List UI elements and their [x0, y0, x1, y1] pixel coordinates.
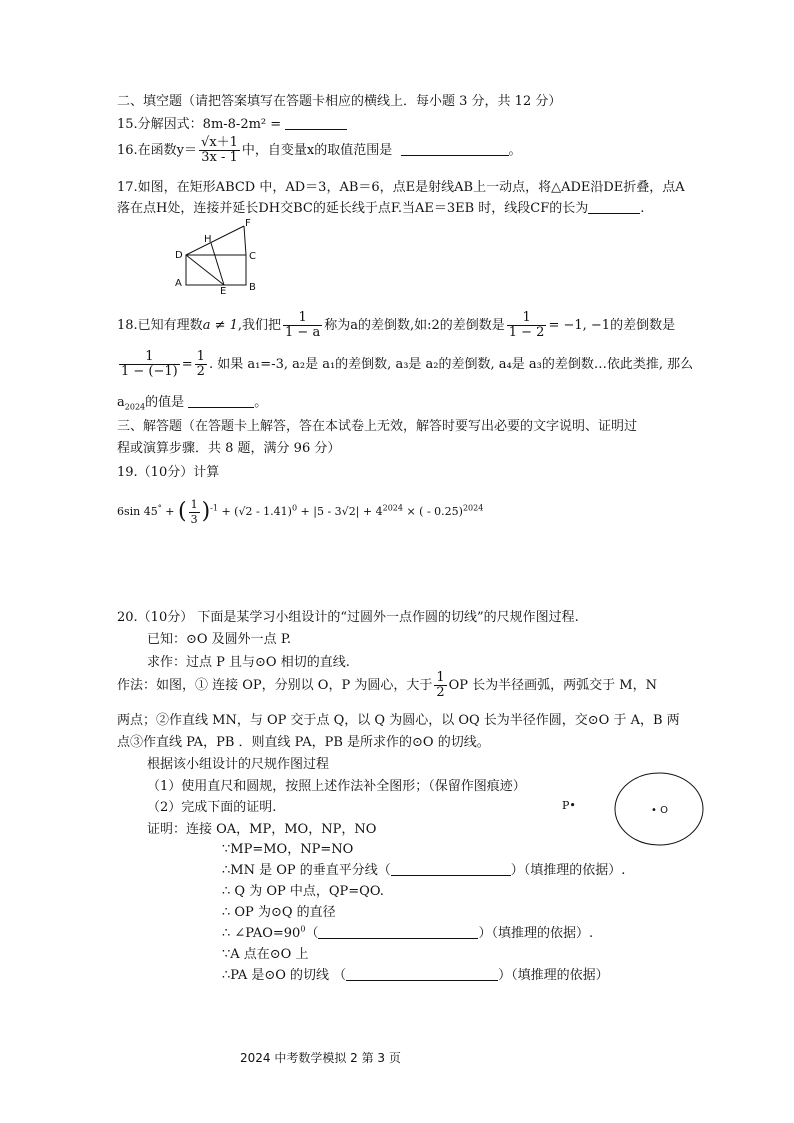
q19-title: 19.（10分）计算 — [117, 465, 220, 480]
section2-heading: 二、填空题（请把答案填写在答题卡相应的横线上．每小题 3 分，共 12 分） — [117, 94, 562, 109]
q20-proof-p7 — [222, 967, 609, 985]
q17-line2-text: 落在点H处，连接并延长DH交BC的延长线于点F.当AE＝3EB 时，线段CF的长为 — [117, 201, 589, 216]
q20-proof-p2 — [222, 862, 625, 880]
q19-exponent-2024b: 2024 — [462, 503, 484, 513]
q17-line2 — [117, 200, 644, 218]
q20-method-a: 作法：如图，① 连接 OP，分别以 O，P 为圆心，大于 — [117, 678, 433, 693]
line-df — [186, 226, 244, 255]
q20-half-fraction — [434, 671, 446, 700]
question-15 — [117, 116, 347, 134]
q16-end: 。 — [508, 143, 522, 158]
section3-line2: 程或演算步骤．共 8 题，满分 96 分） — [117, 441, 341, 456]
q20-p5-c: ）（填推理的依据）. — [478, 926, 594, 941]
q17-rectangle-figure — [166, 218, 266, 294]
q20-p5-a: ∴ ∠PAO=90 — [222, 926, 301, 941]
q18-text-b: ,我们把 — [237, 318, 282, 333]
q18-fraction-4 — [195, 350, 207, 379]
q18-line2-text: . 如果 a₁=-3, a₂是 a₁的差倒数, a₃是 a₂的差倒数, a₄是 a₃的差倒数…依此类推, 那么 — [208, 357, 694, 372]
q20-part1: （1）使用直尺和圆规，按照上述作法补全图形；（保留作图痕迹） — [147, 779, 526, 794]
q18-text-c: 称为a的差倒数,如:2的差倒数是 — [324, 318, 505, 333]
q20-given: 已知：⊙O 及圆外一点 P. — [147, 632, 292, 647]
circle-O-figure — [613, 770, 705, 848]
q16-denominator: 3x - 1 — [201, 150, 238, 165]
q18-f2-den: 1 − 2 — [508, 325, 545, 340]
q20-p5-answer-blank[interactable] — [318, 925, 478, 939]
q19-product-term: × ( - 0.25) — [402, 505, 463, 518]
q19-exponent-neg1: -1 — [210, 503, 218, 513]
page-footer: 2024 中考数学模拟 2 第 3 页 — [240, 1051, 401, 1065]
point-O-label: • O — [651, 805, 668, 816]
q20-find: 求作：过点 P 且与⊙O 相切的直线. — [147, 655, 350, 670]
q18-answer-blank[interactable] — [188, 394, 254, 408]
q19-fraction — [189, 498, 200, 527]
q20-proof-p6: ∵A 点在⊙O 上 — [222, 947, 309, 962]
q20-method-line1 — [117, 671, 657, 701]
q18-condition: a ≠ 1 — [202, 318, 238, 333]
q15-answer-blank[interactable] — [285, 116, 347, 130]
q16-prefix: 16.在函数y＝ — [117, 143, 198, 158]
q20-part2: （2）完成下面的证明. — [147, 800, 277, 815]
q16-suffix: 中，自变量x的取值范围是 — [241, 143, 393, 158]
q20-method-line3: 点③作直线 PA，PB ．则直线 PA，PB 是所求作的⊙O 的切线。 — [117, 735, 490, 750]
q20-proof-p3: ∴ Q 为 OP 中点，QP=QO. — [222, 884, 384, 899]
line-he — [211, 243, 224, 285]
label-B: B — [249, 282, 256, 293]
q17-line2-end: . — [640, 201, 645, 216]
q16-answer-blank[interactable] — [401, 142, 509, 156]
q19-expression: 6sin 45° + ( $\frac{1}{3}$ )$^{-1} + (√2 - 1.41)^0 + |5 - 3√2| + 4^{2024}$ × ( - 0.25)$^{2024}$ — [117, 497, 484, 526]
label-H: H — [204, 234, 212, 245]
q18-line2 — [117, 349, 693, 381]
q19-sin-term: 6sin 45 — [117, 505, 158, 518]
q18-text-d: = −1, −1的差倒数是 — [548, 318, 676, 333]
q19-f-den: 3 — [190, 512, 198, 526]
q18-a-subscript: 2024 — [124, 402, 146, 412]
point-P-label: P• — [562, 799, 576, 812]
q18-f4-den: 2 — [196, 364, 205, 379]
q18-f1-den: 1 − a — [285, 325, 321, 340]
q20-m-num: 1 — [436, 670, 445, 685]
q18-equals: = — [181, 357, 193, 372]
q20-proof-p5 — [222, 925, 593, 943]
q18-f4-num: 1 — [196, 349, 205, 364]
q18-line1 — [117, 310, 675, 342]
q18-line3-end: 。 — [254, 395, 268, 410]
q18-line3-text: 的值是 — [145, 395, 185, 410]
q18-f2-num: 1 — [507, 311, 547, 326]
q20-according: 根据该小组设计的尺规作图过程 — [147, 757, 330, 772]
q20-proof-p4: ∴ OP 为⊙Q 的直径 — [222, 905, 336, 920]
q20-m-den: 2 — [436, 685, 445, 700]
q18-line3 — [117, 394, 267, 412]
section3-line1: 三、解答题（在答题卡上解答，答在本试卷上无效，解答时要写出必要的文字说明、证明过 — [117, 419, 638, 434]
q18-a: a — [117, 395, 125, 410]
label-E: E — [220, 286, 227, 294]
q19-degree: ° — [157, 503, 162, 513]
q18-f3-den: 1 − (−1) — [121, 364, 178, 379]
q20-p2-answer-blank[interactable] — [391, 862, 511, 876]
q20-p5-b: （ — [305, 926, 319, 941]
q16-numerator: √x＋1 — [201, 135, 238, 150]
question-16 — [117, 136, 522, 166]
q20-p7-b: ）（填推理的依据） — [498, 968, 609, 983]
q20-title: 20.（10分） 下面是某学习小组设计的“过圆外一点作圆的切线”的尺规作图过程. — [117, 610, 579, 625]
q20-method-line2: 两点；②作直线 MN，与 OP 交于点 Q，以 Q 为圆心，以 OQ 长为半径作圆，交⊙O 于 A，B 两 — [117, 713, 680, 728]
q16-fraction — [199, 136, 240, 165]
q19-abs-term: + |5 - 3√2| + 4 — [297, 505, 383, 518]
line-cf — [244, 226, 246, 255]
q19-f-num: 1 — [190, 497, 198, 511]
q18-fraction-3 — [119, 350, 180, 379]
label-A: A — [175, 278, 182, 289]
q19-exponent-2024a: 2024 — [382, 503, 403, 513]
q20-proof-p1: ∵MP=MO，NP=NO — [222, 842, 354, 857]
q18-text-a: 18.已知有理数 — [117, 318, 203, 333]
q18-f3-num: 1 — [119, 350, 180, 365]
line-de — [186, 255, 224, 285]
label-F: F — [245, 218, 251, 229]
q18-fraction-1 — [283, 311, 322, 340]
q20-p7-a: ∴PA 是⊙O 的切线 （ — [222, 968, 347, 983]
q18-f1-num: 1 — [283, 311, 322, 326]
q19-exponent-0: 0 — [291, 503, 298, 513]
q18-fraction-2 — [507, 311, 547, 340]
q20-p2-a: ∴MN 是 OP 的垂直平分线（ — [222, 863, 391, 878]
q17-answer-blank[interactable] — [588, 200, 640, 214]
label-D: D — [175, 250, 183, 261]
q20-p5-degree: 0 — [300, 924, 306, 934]
label-C: C — [249, 251, 256, 262]
q15-text: 15.分解因式：8m-8-2m² = — [117, 117, 286, 132]
q19-sqrt-term: + (√2 - 1.41) — [217, 505, 292, 518]
q20-p7-answer-blank[interactable] — [346, 967, 498, 981]
q20-proof-intro: 证明：连接 OA，MP，MO，NP，NO — [147, 822, 377, 837]
q19-plus: + — [161, 505, 178, 518]
q20-method-b: OP 长为半径画弧，两弧交于 M，N — [448, 678, 657, 693]
q20-p2-b: ）（填推理的依据）. — [510, 863, 626, 878]
q17-line1: 17.如图，在矩形ABCD 中，AD＝3，AB＝6，点E是射线AB上一动点，将△ADE沿DE折叠，点A — [117, 180, 685, 195]
